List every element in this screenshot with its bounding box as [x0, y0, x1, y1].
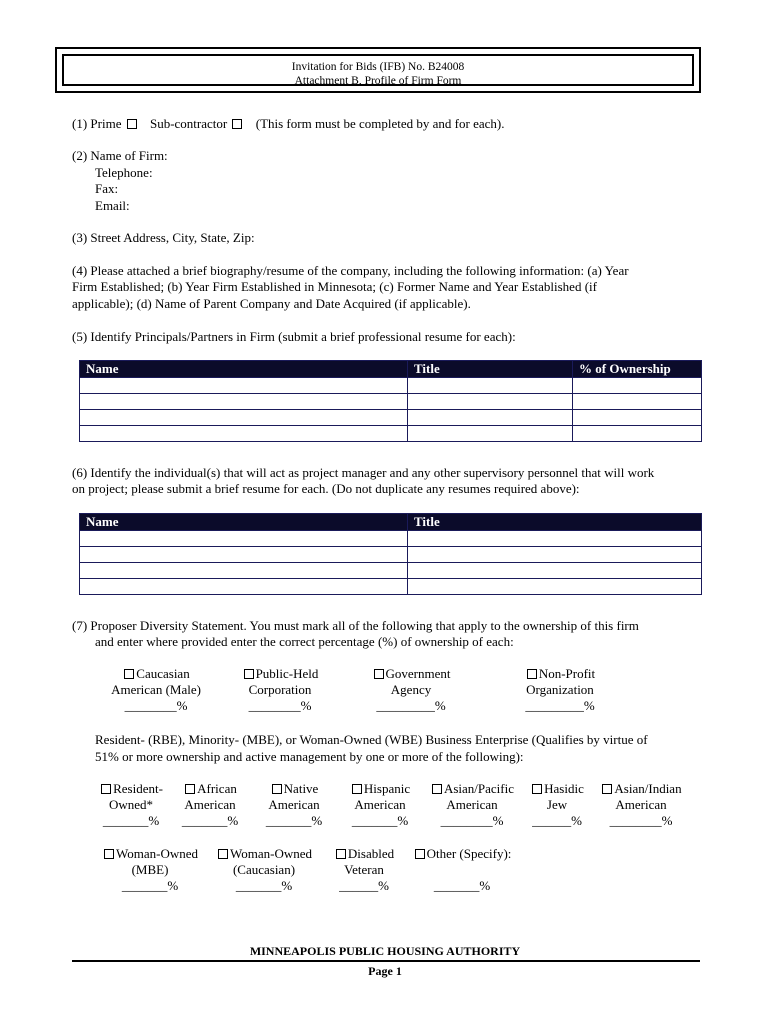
- option-public-held[interactable]: [225, 666, 335, 714]
- option-caucasian[interactable]: [96, 666, 216, 714]
- public-held-checkbox[interactable]: [244, 669, 254, 679]
- table-row: [80, 410, 702, 426]
- option-label: Non-Profit: [538, 666, 596, 681]
- option-label-2: American: [354, 797, 406, 812]
- option-label: Public-Held: [255, 666, 319, 681]
- percent-field[interactable]: ________%: [609, 813, 673, 828]
- form-header-inner: [62, 54, 694, 86]
- cell-input[interactable]: [573, 378, 702, 394]
- option-label: Woman-Owned: [116, 846, 198, 861]
- percent-field[interactable]: ______%: [532, 813, 582, 828]
- option-label: Asian/Pacific: [443, 781, 515, 796]
- cell-input[interactable]: [408, 394, 573, 410]
- option-government[interactable]: [356, 666, 466, 714]
- resident-line-2: 51% or more ownership and active management by one or more of the following):: [95, 749, 524, 764]
- asian-pacific-checkbox[interactable]: [432, 784, 442, 794]
- option-african-american[interactable]: [172, 781, 248, 829]
- table-header-row: [80, 361, 702, 378]
- email-label: Email:: [95, 198, 130, 213]
- option-label-2: Veteran: [344, 862, 384, 877]
- footer-org: MINNEAPOLIS PUBLIC HOUSING AUTHORITY: [249, 944, 521, 958]
- percent-field[interactable]: _______%: [102, 813, 160, 828]
- table-row: [80, 547, 702, 563]
- cell-input[interactable]: [80, 547, 408, 563]
- percent-field[interactable]: ______%: [339, 878, 389, 893]
- option-label-2: (MBE): [131, 862, 169, 877]
- option-non-profit[interactable]: [505, 666, 615, 714]
- table-header-row: [80, 514, 702, 531]
- cell-input[interactable]: [408, 378, 573, 394]
- cell-input[interactable]: [80, 563, 408, 579]
- prime-checkbox[interactable]: [127, 119, 137, 129]
- cell-input[interactable]: [408, 531, 702, 547]
- woman-owned-mbe-checkbox[interactable]: [104, 849, 114, 859]
- footer-divider: [72, 960, 700, 962]
- percent-field[interactable]: _______%: [181, 813, 239, 828]
- percent-field[interactable]: _________%: [525, 698, 595, 713]
- cell-input[interactable]: [408, 410, 573, 426]
- personnel-table: [79, 513, 702, 595]
- option-label: Government: [385, 666, 451, 681]
- option-hasidic-jew[interactable]: [524, 781, 590, 829]
- cell-input[interactable]: [80, 579, 408, 595]
- percent-field[interactable]: _______%: [121, 878, 179, 893]
- government-checkbox[interactable]: [374, 669, 384, 679]
- non-profit-checkbox[interactable]: [527, 669, 537, 679]
- table-row: [80, 394, 702, 410]
- option-label-2: Corporation: [248, 682, 312, 697]
- hispanic-american-checkbox[interactable]: [352, 784, 362, 794]
- percent-field[interactable]: _______%: [433, 878, 491, 893]
- option-resident-owned[interactable]: [92, 781, 170, 829]
- table-row: [80, 378, 702, 394]
- resident-owned-checkbox[interactable]: [101, 784, 111, 794]
- option-label: Other (Specify):: [426, 846, 512, 861]
- option-label-2: Organization: [526, 682, 594, 697]
- other-checkbox[interactable]: [415, 849, 425, 859]
- option-woman-owned-mbe[interactable]: [94, 846, 206, 894]
- cell-input[interactable]: [80, 531, 408, 547]
- option-label: Disabled: [347, 846, 395, 861]
- cell-input[interactable]: [408, 579, 702, 595]
- option-label: Hasidic: [544, 781, 584, 796]
- table-row: [80, 531, 702, 547]
- option-label-2: American (Male): [111, 682, 201, 697]
- cell-input[interactable]: [80, 410, 408, 426]
- subcontractor-checkbox[interactable]: [232, 119, 242, 129]
- table-row: [80, 563, 702, 579]
- ifb-number: Invitation for Bids (IFB) No. B24008: [291, 61, 465, 73]
- option-label-2: American: [268, 797, 320, 812]
- option-label-2: American: [615, 797, 667, 812]
- option-label: Native: [283, 781, 319, 796]
- percent-field[interactable]: _______%: [235, 878, 293, 893]
- subcontractor-label: Sub-contractor: [149, 116, 228, 131]
- option-label-2: (Caucasian): [232, 862, 296, 877]
- option-label-2: Jew: [546, 797, 568, 812]
- option-other[interactable]: [404, 846, 520, 894]
- disabled-veteran-checkbox[interactable]: [336, 849, 346, 859]
- option-label-2: [404, 862, 520, 878]
- option-label: Caucasian: [136, 666, 190, 681]
- table-row: [80, 426, 702, 442]
- option-label: African: [197, 781, 237, 796]
- percent-field[interactable]: ________%: [440, 813, 504, 828]
- option-label-2: Owned*: [108, 797, 154, 812]
- woman-owned-caucasian-checkbox[interactable]: [218, 849, 228, 859]
- cell-input[interactable]: [408, 426, 573, 442]
- percent-field[interactable]: ________%: [248, 698, 312, 713]
- option-asian-indian-american[interactable]: [594, 781, 688, 829]
- fax-label: Fax:: [95, 181, 119, 196]
- col-name: Name: [80, 361, 408, 378]
- option-disabled-veteran[interactable]: [324, 846, 404, 894]
- caucasian-checkbox[interactable]: [124, 669, 134, 679]
- q5-text: (5) Identify Principals/Partners in Firm (submit a brief professional resume for each):: [72, 329, 516, 344]
- firm-name-label: (2) Name of Firm:: [72, 148, 168, 163]
- option-label-2: American: [184, 797, 236, 812]
- cell-input[interactable]: [80, 394, 408, 410]
- col-title: Title: [408, 361, 573, 378]
- cell-input[interactable]: [408, 563, 702, 579]
- col-ownership: % of Ownership: [573, 361, 702, 378]
- col-title: Title: [408, 514, 702, 531]
- option-asian-pacific-american[interactable]: [424, 781, 520, 829]
- resident-line-1: Resident- (RBE), Minority- (MBE), or Woman-Owned (WBE) Business Enterprise (Qualifies by virtue of: [95, 732, 648, 747]
- percent-field[interactable]: _______%: [351, 813, 409, 828]
- option-label: Woman-Owned: [230, 846, 312, 861]
- prime-label: (1) Prime: [72, 116, 122, 131]
- option-woman-owned-caucasian[interactable]: [208, 846, 320, 894]
- form-header-box: [55, 47, 701, 93]
- cell-input[interactable]: [80, 426, 408, 442]
- attachment-title: Attachment B, Profile of Firm Form: [294, 75, 462, 87]
- q7-line-2: and enter where provided enter the correct percentage (%) of ownership of each:: [95, 634, 514, 649]
- principals-table: [79, 360, 702, 442]
- q7-line-1: (7) Proposer Diversity Statement. You must mark all of the following that apply to the ownership of this firm: [72, 618, 639, 633]
- hasidic-jew-checkbox[interactable]: [532, 784, 542, 794]
- option-hispanic-american[interactable]: [340, 781, 420, 829]
- african-american-checkbox[interactable]: [185, 784, 195, 794]
- q1-row: [72, 115, 504, 132]
- q6-line-2: on project; please submit a brief resume for each. (Do not duplicate any resumes required above):: [72, 481, 580, 496]
- table-row: [80, 579, 702, 595]
- option-label: Resident-: [113, 781, 163, 796]
- option-label-2: American: [446, 797, 498, 812]
- asian-indian-checkbox[interactable]: [602, 784, 612, 794]
- q6-line-1: (6) Identify the individual(s) that will act as project manager and any other supervisory personnel that will work: [72, 465, 655, 480]
- percent-field[interactable]: _______%: [265, 813, 323, 828]
- cell-input[interactable]: [573, 394, 702, 410]
- q4-line-1: (4) Please attached a brief biography/resume of the company, including the following information: (a) Year: [72, 263, 629, 278]
- q4-line-3: applicable); (d) Name of Parent Company and Date Acquired (if applicable).: [72, 296, 471, 311]
- cell-input[interactable]: [573, 426, 702, 442]
- address-label: (3) Street Address, City, State, Zip:: [72, 230, 255, 245]
- option-native-american[interactable]: [256, 781, 332, 829]
- cell-input[interactable]: [573, 410, 702, 426]
- q1-note: (This form must be completed by and for each).: [255, 116, 505, 131]
- q4-line-2: Firm Established; (b) Year Firm Established in Minnesota; (c) Former Name and Year Established (if: [72, 279, 597, 294]
- native-american-checkbox[interactable]: [272, 784, 282, 794]
- percent-field[interactable]: _________%: [376, 698, 446, 713]
- percent-field[interactable]: ________%: [124, 698, 188, 713]
- page-number: Page 1: [368, 964, 402, 978]
- option-label-2: Agency: [390, 682, 432, 697]
- option-label: Hispanic: [363, 781, 411, 796]
- cell-input[interactable]: [80, 378, 408, 394]
- telephone-label: Telephone:: [95, 165, 153, 180]
- col-name: Name: [80, 514, 408, 531]
- option-label: Asian/Indian: [614, 781, 682, 796]
- cell-input[interactable]: [408, 547, 702, 563]
